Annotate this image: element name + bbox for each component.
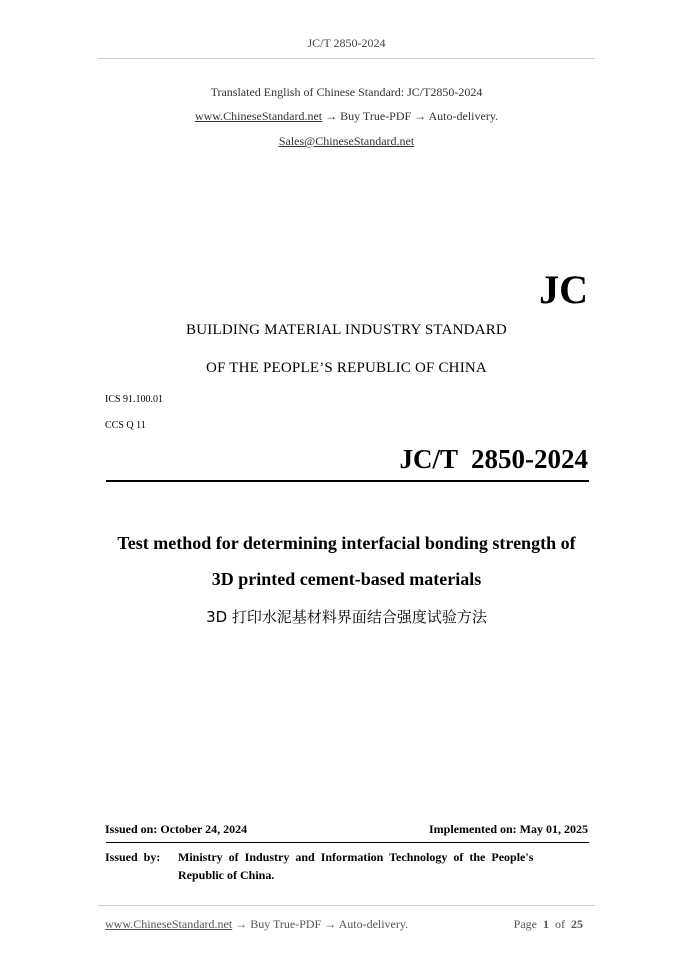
page-number: 1 xyxy=(543,917,549,931)
issued-by-label: Issued by: xyxy=(105,850,161,864)
issuer-line-2: Republic of China. xyxy=(178,868,275,882)
translation-note: Translated English of Chinese Standard: JC/T2850-2024 xyxy=(210,85,483,99)
header-divider xyxy=(98,58,595,59)
title-line-2: 3D printed cement-based materials xyxy=(211,569,482,589)
jc-logo-text: JC xyxy=(539,267,588,312)
ccs-code: CCS Q 11 xyxy=(105,420,146,431)
org-line-1: BUILDING MATERIAL INDUSTRY STANDARD xyxy=(186,322,507,338)
footer-purchase-line xyxy=(105,917,408,932)
title-rule xyxy=(106,480,589,482)
footer-website-link[interactable]: www.ChineseStandard.net xyxy=(105,917,233,931)
title-line-1: Test method for determining interfacial bonding strength of xyxy=(117,533,576,553)
running-header: JC/T 2850-2024 xyxy=(307,36,386,50)
of-label: of xyxy=(555,917,565,931)
issuer-line-1: Ministry of Industry and Information Technology of the People's xyxy=(178,850,534,864)
dates-divider xyxy=(106,842,589,843)
sales-line xyxy=(0,134,693,149)
footer-purchase-text: → Buy True-PDF → Auto-delivery. xyxy=(232,917,409,931)
purchase-line xyxy=(0,109,693,124)
issued-date: Issued on: October 24, 2024 xyxy=(105,822,248,836)
purchase-text: → Buy True-PDF → Auto-delivery. xyxy=(322,109,499,123)
chinese-title: 3D 打印水泥基材料界面结合强度试验方法 xyxy=(206,608,487,626)
sales-email-link[interactable]: Sales@ChineseStandard.net xyxy=(278,134,415,148)
footer-divider xyxy=(98,905,595,906)
page-total: 25 xyxy=(571,917,583,931)
website-link[interactable]: www.ChineseStandard.net xyxy=(194,109,323,123)
implemented-date: Implemented on: May 01, 2025 xyxy=(429,822,588,836)
standard-number: JC/T 2850-2024 xyxy=(399,444,588,474)
ics-code: ICS 91.100.01 xyxy=(105,394,164,405)
page-label: Page xyxy=(513,917,537,931)
page-indicator xyxy=(514,917,583,932)
org-line-2: OF THE PEOPLE’S REPUBLIC OF CHINA xyxy=(206,360,487,376)
